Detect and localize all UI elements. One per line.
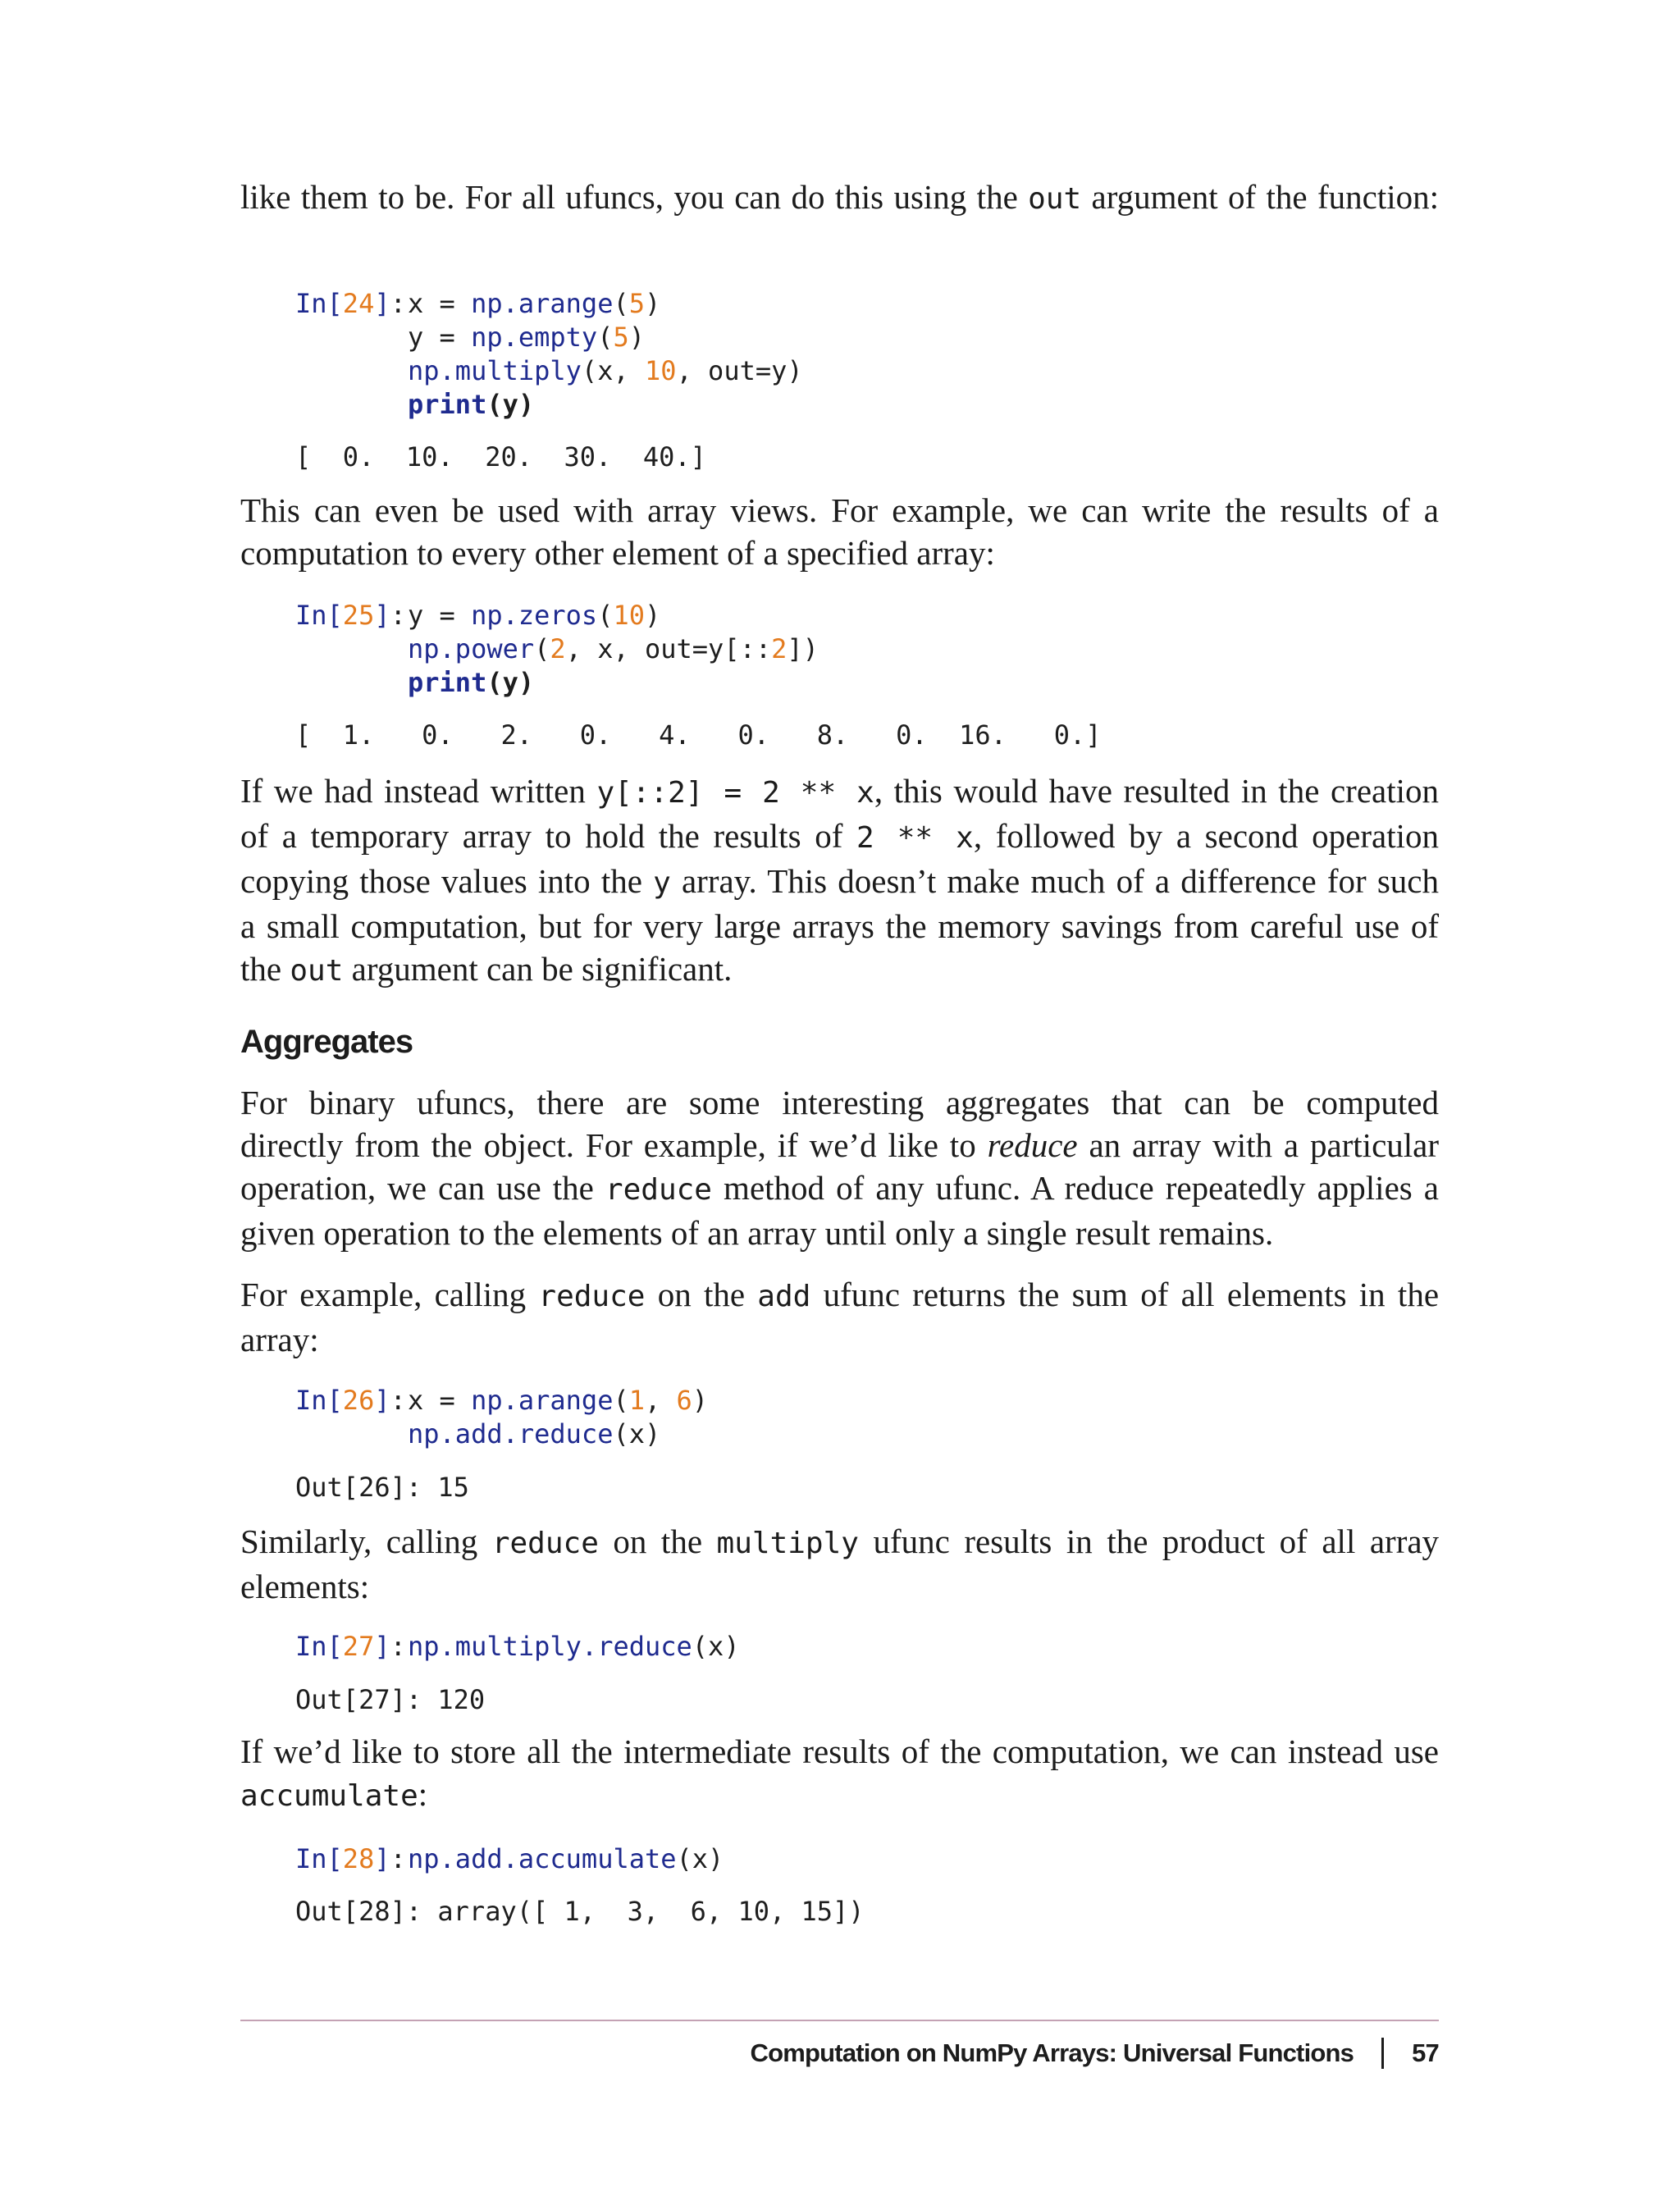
text: on the bbox=[657, 1276, 746, 1313]
text: on the bbox=[613, 1522, 703, 1560]
text: argument of the function: bbox=[1091, 178, 1440, 216]
text: : bbox=[418, 1775, 428, 1813]
text: operation, we can use the bbox=[240, 1169, 594, 1207]
code-line: y = np.zeros(10) bbox=[408, 600, 661, 631]
text: the bbox=[240, 950, 282, 988]
page-number: 57 bbox=[1412, 2038, 1439, 2067]
paragraph-array-views bbox=[240, 489, 1439, 574]
inline-code: out bbox=[1028, 182, 1082, 216]
code-line: print(y) bbox=[408, 667, 535, 698]
inline-code: 2 ** x bbox=[856, 821, 974, 855]
input-prompt: In[26]: bbox=[295, 1385, 406, 1416]
inline-code: y bbox=[653, 866, 671, 900]
text: , this would have resulted in the creation bbox=[874, 772, 1439, 810]
inline-code: reduce bbox=[605, 1173, 712, 1207]
inline-code: multiply bbox=[716, 1527, 859, 1560]
section-heading: Aggregates bbox=[240, 1024, 413, 1060]
text: given operation to the elements of an array until only a single result remains. bbox=[240, 1214, 1274, 1252]
text: Similarly, calling bbox=[240, 1522, 478, 1560]
code-line: np.power(2, x, out=y[::2]) bbox=[408, 633, 819, 664]
code-block-in24 bbox=[295, 287, 803, 420]
code-line: y = np.empty(5) bbox=[408, 322, 645, 353]
paragraph-accumulate bbox=[240, 1730, 1439, 1818]
paragraph-reduce-add bbox=[240, 1273, 1439, 1361]
code-output-25: [ 1. 0. 2. 0. 4. 0. 8. 0. 16. 0.] bbox=[295, 719, 1102, 751]
text: , followed by a second operation bbox=[973, 817, 1440, 855]
text: array. This doesn’t make much of a difference for such bbox=[681, 862, 1439, 900]
text: ufunc results in the product of all array bbox=[873, 1522, 1440, 1560]
code-block-in26 bbox=[295, 1384, 709, 1485]
text: directly from the object. For example, if we’d like to bbox=[240, 1126, 976, 1164]
code-line: print(y) bbox=[408, 389, 535, 420]
text: computation to every other element of a specified array: bbox=[240, 534, 995, 572]
running-title: Computation on NumPy Arrays: Universal Functions bbox=[750, 2038, 1354, 2067]
input-prompt: In[24]: bbox=[295, 288, 406, 319]
text: an array with a particular bbox=[1089, 1126, 1440, 1164]
inline-code: add bbox=[757, 1280, 811, 1313]
code-line: np.multiply(x, 10, out=y) bbox=[408, 355, 803, 386]
paragraph-out-argument bbox=[240, 176, 1439, 221]
text: elements: bbox=[240, 1568, 370, 1605]
text: If we had instead written bbox=[240, 772, 586, 810]
inline-code: y[::2] = 2 ** x bbox=[596, 776, 874, 810]
input-prompt: In[28]: bbox=[295, 1843, 406, 1874]
footer-rule bbox=[240, 2020, 1439, 2021]
inline-code: reduce bbox=[538, 1280, 646, 1313]
text: like them to be. For all ufuncs, you can do this using the bbox=[240, 178, 1018, 216]
code-line: np.add.accumulate(x) bbox=[408, 1843, 724, 1874]
input-prompt: In[25]: bbox=[295, 600, 406, 631]
text: method of any ufunc. A reduce repeatedly applies a bbox=[724, 1169, 1439, 1207]
text: ufunc returns the sum of all elements in the bbox=[823, 1276, 1440, 1313]
text: argument can be significant. bbox=[351, 950, 733, 988]
code-output-28: Out[28]: array([ 1, 3, 6, 10, 15]) bbox=[295, 1896, 865, 1927]
footer-separator bbox=[1381, 2038, 1384, 2069]
text: For binary ufuncs, there are some interesting aggregates that can be computed bbox=[240, 1084, 1439, 1121]
code-line: np.add.reduce(x) bbox=[408, 1418, 661, 1449]
paragraph-temporary-array bbox=[240, 769, 1439, 993]
code-output-27: Out[27]: 120 bbox=[295, 1684, 486, 1715]
text: This can even be used with array views. For example, we can write the results of a bbox=[240, 491, 1439, 529]
text: a small computation, but for very large arrays the memory savings from careful use of bbox=[240, 907, 1439, 945]
text: For example, calling bbox=[240, 1276, 527, 1313]
input-prompt: In[27]: bbox=[295, 1631, 406, 1662]
text: If we’d like to store all the intermediate results of the computation, we can instead use bbox=[240, 1732, 1439, 1770]
page-footer bbox=[751, 2038, 1439, 2069]
text: array: bbox=[240, 1321, 319, 1358]
code-block-in25 bbox=[295, 599, 819, 700]
code-line: x = np.arange(5) bbox=[408, 288, 661, 319]
paragraph-reduce-multiply bbox=[240, 1520, 1439, 1608]
text: copying those values into the bbox=[240, 862, 642, 900]
text: of a temporary array to hold the results of bbox=[240, 817, 843, 855]
paragraph-aggregates bbox=[240, 1081, 1439, 1254]
code-output-26: Out[26]: 15 bbox=[295, 1472, 469, 1503]
code-output-24: [ 0. 10. 20. 30. 40.] bbox=[295, 441, 706, 472]
inline-code: accumulate bbox=[240, 1779, 418, 1813]
emphasis: reduce bbox=[987, 1126, 1078, 1164]
inline-code: reduce bbox=[491, 1527, 599, 1560]
code-line: np.multiply.reduce(x) bbox=[408, 1631, 740, 1662]
inline-code: out bbox=[290, 954, 344, 988]
code-line: x = np.arange(1, 6) bbox=[408, 1385, 709, 1416]
